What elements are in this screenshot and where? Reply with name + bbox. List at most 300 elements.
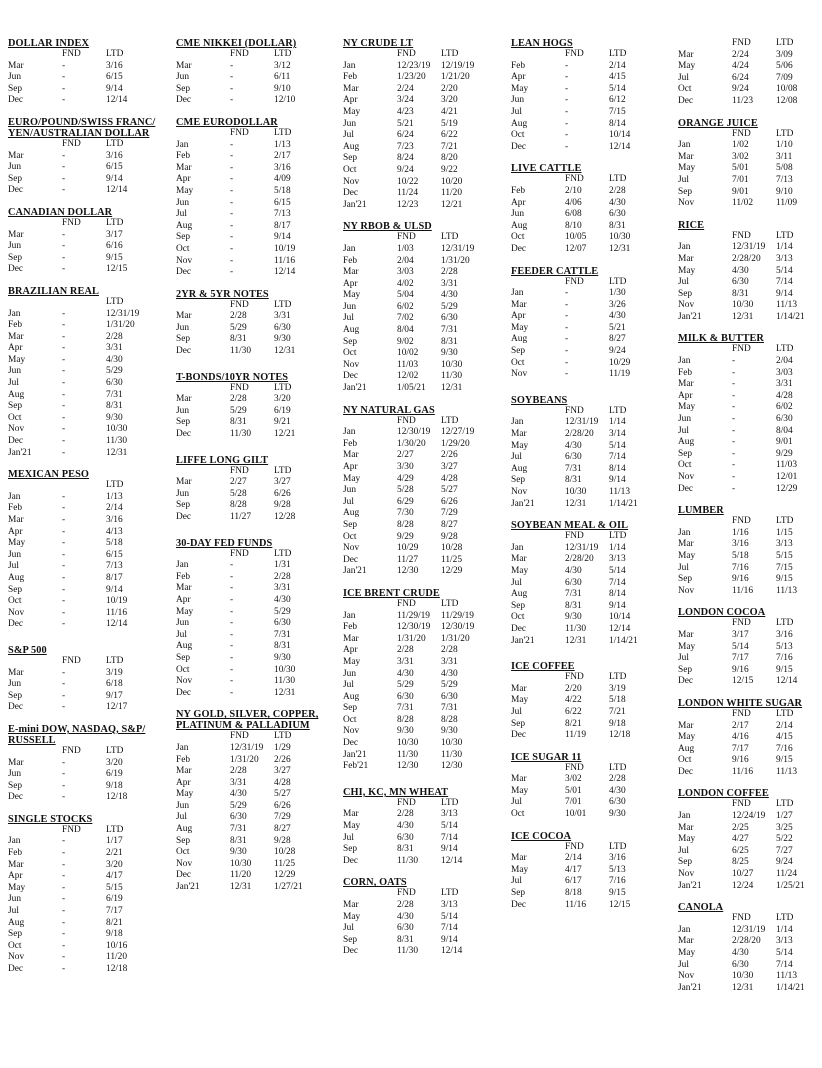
contract-row: [8, 894, 171, 906]
first-notice-day: 1/31/20: [397, 633, 426, 644]
contract-row: [8, 668, 171, 680]
first-notice-day: -: [565, 60, 569, 71]
contract-month: Jun: [343, 485, 357, 496]
last-trading-day: 9/14: [776, 288, 793, 299]
contract-row: [343, 692, 506, 704]
column-headers: [678, 799, 822, 811]
section-title: ICE SUGAR 11: [511, 751, 582, 763]
last-trading-day: 1/14: [609, 417, 626, 428]
section-title: NY NATURAL GAS: [343, 404, 435, 416]
last-trading-day: 9/30: [441, 726, 458, 737]
contract-row: [8, 964, 171, 976]
contract-month: Apr: [343, 278, 358, 289]
last-trading-day: 6/30: [776, 414, 793, 425]
contract-month: Jun: [176, 72, 190, 83]
contract-month: Apr: [8, 343, 23, 354]
last-trading-day: 2/14: [106, 503, 123, 514]
contract-row: [176, 394, 339, 406]
contract-month: Jan'21: [8, 447, 32, 458]
ltd-header: LTD: [274, 548, 292, 559]
first-notice-day: -: [230, 243, 234, 254]
contract-month: Jul: [511, 452, 522, 463]
last-trading-day: 3/09: [776, 49, 793, 60]
first-notice-day: -: [62, 882, 66, 893]
first-notice-day: 11/20: [230, 870, 252, 881]
contract-row: [176, 311, 339, 323]
contract-month: May: [511, 864, 529, 875]
contract-month: Aug: [8, 572, 25, 583]
contract-month: Jul: [8, 561, 19, 572]
contract-row: [678, 163, 822, 175]
first-notice-day: -: [565, 106, 569, 117]
last-trading-day: 9/15: [776, 664, 793, 675]
first-notice-day: 4/17: [565, 864, 582, 875]
ltd-header: LTD: [776, 516, 794, 527]
first-notice-day: -: [565, 118, 569, 129]
contract-row: [176, 812, 339, 824]
contract-row: [176, 607, 339, 619]
contract-row: [678, 50, 822, 62]
contract-row: [176, 417, 339, 429]
first-notice-day: 5/04: [397, 290, 414, 301]
first-notice-day: 12/24: [732, 880, 754, 891]
contract-row: [8, 355, 171, 367]
last-trading-day: 6/30: [609, 797, 626, 808]
contract-month: Oct: [343, 531, 357, 542]
first-notice-day: -: [230, 594, 234, 605]
contract-row: [176, 512, 339, 524]
contract-row: [511, 612, 674, 624]
last-trading-day: 9/30: [106, 412, 123, 423]
contract-row: [176, 95, 339, 107]
contract-month: May: [678, 61, 696, 72]
section-title: CORN, OATS: [343, 877, 407, 889]
contract-row: [176, 676, 339, 688]
first-notice-day: 7/02: [397, 313, 414, 324]
first-notice-day: 2/20: [565, 683, 582, 694]
fnd-header: FND: [565, 405, 584, 416]
section-e-mini-dow-nasdaq-s-p-russell: [8, 724, 171, 804]
contract-row: [343, 84, 506, 96]
contract-row: [343, 809, 506, 821]
fnd-header: FND: [397, 888, 416, 899]
last-trading-day: 4/30: [609, 197, 626, 208]
column-4: [511, 38, 674, 921]
first-notice-day: 11/03: [397, 359, 419, 370]
last-trading-day: 1/14/21: [776, 982, 805, 993]
contract-month: May: [343, 911, 361, 922]
first-notice-day: 2/14: [565, 853, 582, 864]
contract-month: Jul: [678, 72, 689, 83]
first-notice-day: 8/31: [565, 600, 582, 611]
last-trading-day: 11/09: [776, 198, 798, 209]
contract-row: [8, 906, 171, 918]
first-notice-day: -: [230, 571, 234, 582]
contract-month: Jan: [8, 836, 21, 847]
contract-row: [678, 539, 822, 551]
contract-month: Mar: [678, 822, 694, 833]
first-notice-day: -: [62, 320, 66, 331]
contract-month: Jan'21: [678, 311, 702, 322]
section-feeder-cattle: [511, 266, 674, 381]
contract-row: [678, 484, 822, 496]
first-notice-day: -: [62, 859, 66, 870]
contract-row: [511, 95, 674, 107]
contract-row: [176, 61, 339, 73]
first-notice-day: 8/28: [397, 714, 414, 725]
contract-row: [343, 555, 506, 567]
first-notice-day: 3/24: [397, 95, 414, 106]
first-notice-day: -: [62, 343, 66, 354]
contract-row: [8, 174, 171, 186]
section-cme-nikkei-dollar: [176, 38, 339, 107]
contract-row: [176, 870, 339, 882]
last-trading-day: 5/14: [609, 83, 626, 94]
contract-row: [176, 72, 339, 84]
contract-row: [8, 918, 171, 930]
last-trading-day: 1/14/21: [776, 311, 805, 322]
contract-month: Sep: [8, 401, 23, 412]
section-rice: [678, 220, 822, 324]
fnd-header: FND: [397, 797, 416, 808]
last-trading-day: 9/30: [274, 652, 291, 663]
contract-month: Jun: [8, 366, 22, 377]
last-trading-day: 2/17: [274, 151, 291, 162]
section-t-bonds-10yr-notes: [176, 372, 339, 441]
contract-month: Apr: [343, 462, 358, 472]
fnd-header: FND: [565, 174, 584, 185]
first-notice-day: 8/31: [397, 934, 414, 945]
first-notice-day: 2/24: [732, 49, 749, 60]
contract-month: Feb: [343, 622, 358, 633]
contract-month: Jan: [678, 242, 691, 253]
contract-row: [343, 622, 506, 634]
first-notice-day: 4/30: [565, 440, 582, 451]
first-notice-day: -: [62, 757, 66, 768]
last-trading-day: 1/27: [776, 811, 793, 822]
first-notice-day: 7/31: [565, 463, 582, 474]
contract-month: Mar: [343, 450, 359, 461]
contract-row: [176, 688, 339, 700]
fnd-header: FND: [230, 49, 249, 59]
section-canadian-dollar: [8, 207, 171, 276]
first-notice-day: 10/05: [565, 232, 587, 243]
first-notice-day: 7/31: [397, 703, 414, 714]
column-2: [176, 38, 339, 904]
last-trading-day: 9/01: [776, 437, 793, 448]
section-soybean-meal-oil: [511, 520, 674, 647]
contract-row: [343, 360, 506, 372]
first-notice-day: 10/29: [397, 543, 419, 554]
contract-month: Sep: [511, 346, 526, 357]
first-notice-day: 8/25: [732, 857, 749, 868]
fnd-header: FND: [230, 382, 249, 393]
contract-month: Apr: [176, 174, 191, 185]
contract-month: Dec: [678, 766, 694, 777]
contract-month: Sep: [8, 584, 23, 595]
first-notice-day: 2/28/20: [732, 253, 761, 264]
last-trading-day: 6/26: [274, 800, 291, 811]
section-title: LUMBER: [678, 505, 724, 517]
column-headers: [511, 763, 674, 775]
last-trading-day: 11/30: [441, 371, 463, 382]
contract-month: May: [678, 550, 696, 561]
contract-month: Oct: [678, 755, 692, 766]
contract-month: Oct: [176, 664, 190, 675]
last-trading-day: 5/14: [609, 565, 626, 576]
contract-row: [176, 882, 339, 894]
last-trading-day: 9/22: [441, 164, 458, 175]
last-trading-day: 1/14/21: [609, 498, 638, 509]
first-notice-day: 11/30: [230, 346, 252, 357]
contract-row: [511, 865, 674, 877]
column-headers: [176, 549, 339, 561]
last-trading-day: 9/28: [274, 500, 291, 511]
last-trading-day: 12/14: [776, 676, 798, 687]
contract-row: [511, 566, 674, 578]
contract-row: [511, 624, 674, 636]
section-ny-gold-silver-copper-platinum-palladium: [176, 709, 339, 893]
contract-month: Jul: [678, 653, 689, 664]
contract-month: Sep: [678, 448, 693, 459]
last-trading-day: 12/31: [106, 447, 128, 458]
contract-row: [343, 543, 506, 555]
contract-month: Mar: [511, 299, 527, 310]
first-notice-day: 5/01: [565, 785, 582, 796]
contract-month: Dec: [8, 264, 24, 275]
contract-month: Dec: [678, 483, 694, 494]
last-trading-day: 3/27: [274, 766, 291, 777]
last-trading-day: 3/13: [609, 554, 626, 565]
contract-month: Jun: [176, 197, 190, 208]
last-trading-day: 9/14: [441, 844, 458, 855]
fnd-header: FND: [565, 49, 584, 59]
contract-month: Dec: [176, 870, 192, 881]
last-trading-day: 11/30: [441, 749, 463, 760]
contract-month: May: [176, 789, 194, 800]
last-trading-day: 5/14: [609, 440, 626, 451]
contract-month: Sep: [343, 934, 358, 945]
contract-row: [343, 856, 506, 868]
contract-month: Dec: [678, 95, 694, 106]
contract-month: Jun: [176, 488, 190, 499]
contract-row: [343, 439, 506, 451]
last-trading-day: 1/31/20: [106, 320, 135, 331]
contract-month: Jan: [678, 811, 691, 822]
first-notice-day: -: [732, 437, 736, 448]
first-notice-day: 6/30: [397, 832, 414, 843]
contract-month: Jan'21: [343, 199, 367, 210]
contract-month: Apr: [176, 777, 191, 788]
last-trading-day: 11/16: [106, 607, 128, 618]
contract-month: Aug: [678, 437, 695, 448]
last-trading-day: 5/29: [441, 680, 458, 691]
contract-month: Jun: [8, 679, 22, 690]
last-trading-day: 1/13: [106, 491, 123, 502]
section-corn-oats: [343, 877, 506, 958]
contract-row: [343, 313, 506, 325]
contract-row: [678, 277, 822, 289]
first-notice-day: -: [62, 538, 66, 549]
first-notice-day: -: [62, 836, 66, 847]
contract-row: [678, 960, 822, 972]
contract-row: [8, 95, 171, 107]
contract-row: [8, 792, 171, 804]
fnd-header: FND: [230, 465, 249, 476]
contract-row: [511, 61, 674, 73]
last-trading-day: 4/30: [609, 785, 626, 796]
last-trading-day: 4/28: [776, 390, 793, 401]
first-notice-day: 6/30: [230, 812, 247, 823]
contract-month: Oct: [8, 596, 22, 607]
contract-month: Oct: [678, 84, 692, 95]
first-notice-day: -: [230, 220, 234, 231]
first-notice-day: 12/31/19: [230, 742, 264, 753]
first-notice-day: 12/02: [397, 371, 419, 382]
ltd-header: LTD: [106, 296, 124, 307]
contract-month: Mar: [176, 311, 192, 322]
column-headers: [678, 709, 822, 721]
contract-row: [343, 462, 506, 474]
section-lean-hogs: [511, 38, 674, 153]
last-trading-day: 8/27: [609, 334, 626, 345]
first-notice-day: 4/23: [397, 106, 414, 117]
last-trading-day: 11/25: [274, 858, 296, 869]
last-trading-day: 7/17: [106, 906, 123, 917]
first-notice-day: -: [732, 483, 736, 494]
contract-row: [343, 669, 506, 681]
contract-month: Dec: [343, 855, 359, 866]
first-notice-day: -: [230, 664, 234, 675]
contract-month: Mar: [678, 936, 694, 947]
contract-month: Oct: [678, 460, 692, 471]
contract-month: Mar: [343, 900, 359, 910]
ltd-header: LTD: [609, 531, 627, 542]
contract-row: [176, 630, 339, 642]
last-trading-day: 6/30: [609, 209, 626, 220]
first-notice-day: 7/17: [732, 743, 749, 754]
contract-row: [678, 925, 822, 937]
first-notice-day: 12/23: [397, 199, 419, 210]
contract-row: [176, 244, 339, 256]
fnd-header: FND: [732, 618, 751, 629]
first-notice-day: -: [62, 940, 66, 951]
contract-row: [8, 679, 171, 691]
contract-month: Jan'21: [343, 749, 367, 760]
contract-month: Jul: [678, 959, 689, 970]
contract-month: May: [343, 656, 361, 667]
contract-month: Jul: [511, 876, 522, 887]
contract-row: [678, 823, 822, 835]
last-trading-day: 12/14: [609, 623, 631, 634]
contract-row: [678, 857, 822, 869]
fnd-header: FND: [732, 799, 751, 810]
section-chi-kc-mn-wheat: [343, 787, 506, 868]
first-notice-day: -: [732, 460, 736, 471]
fnd-header: FND: [230, 299, 249, 310]
first-notice-day: 9/02: [397, 336, 414, 347]
contract-month: Sep: [343, 703, 358, 714]
fnd-header: FND: [732, 516, 751, 527]
first-notice-day: 12/31: [565, 498, 587, 509]
contract-row: [511, 369, 674, 381]
contract-row: [678, 811, 822, 823]
contract-row: [176, 653, 339, 665]
first-notice-day: 6/30: [565, 452, 582, 463]
contract-row: [8, 366, 171, 378]
first-notice-day: 2/25: [732, 822, 749, 833]
contract-month: Jul: [343, 832, 354, 843]
contract-row: [176, 323, 339, 335]
contract-month: Mar: [343, 83, 359, 94]
first-notice-day: 2/28: [230, 766, 247, 777]
first-notice-day: 4/30: [397, 911, 414, 922]
first-notice-day: 2/28/20: [565, 429, 594, 440]
contract-month: Dec: [511, 899, 527, 910]
first-notice-day: -: [230, 174, 234, 185]
contract-month: Sep: [176, 83, 191, 94]
contract-row: [678, 846, 822, 858]
contract-row: [176, 140, 339, 152]
first-notice-day: -: [62, 679, 66, 690]
first-notice-day: -: [62, 252, 66, 263]
last-trading-day: 7/16: [609, 876, 626, 887]
last-trading-day: 1/29/20: [441, 438, 470, 449]
last-trading-day: 3/13: [776, 936, 793, 947]
contract-row: [678, 175, 822, 187]
section-title: FEEDER CATTLE: [511, 265, 599, 277]
first-notice-day: 2/27: [397, 450, 414, 461]
contract-month: Jul: [511, 577, 522, 588]
contract-month: Jul: [8, 906, 19, 917]
first-notice-day: -: [565, 357, 569, 368]
contract-month: Aug: [343, 141, 360, 152]
first-notice-day: 2/28: [397, 645, 414, 656]
first-notice-day: 9/16: [732, 664, 749, 675]
first-notice-day: -: [565, 369, 569, 380]
contract-row: [343, 703, 506, 715]
contract-month: May: [678, 834, 696, 845]
first-notice-day: 6/30: [397, 923, 414, 934]
contract-row: [8, 401, 171, 413]
contract-month: Sep: [8, 690, 23, 701]
contract-month: Feb: [8, 503, 23, 514]
last-trading-day: 6/15: [106, 72, 123, 83]
last-trading-day: 3/31: [274, 311, 291, 322]
contract-month: Dec: [8, 964, 24, 974]
section-soybeans: [511, 395, 674, 510]
contract-month: May: [678, 265, 696, 276]
last-trading-day: 9/14: [106, 173, 123, 184]
contract-row: [511, 107, 674, 119]
contract-month: Jan'21: [343, 566, 367, 577]
last-trading-day: 11/13: [776, 585, 798, 596]
contract-row: [176, 560, 339, 572]
last-trading-day: 10/28: [274, 847, 296, 858]
first-notice-day: 6/30: [565, 577, 582, 588]
last-trading-day: 5/14: [776, 948, 793, 958]
last-trading-day: 9/18: [106, 780, 123, 791]
contract-month: Jan: [678, 924, 691, 935]
contract-month: Jul: [176, 812, 187, 823]
contract-row: [176, 665, 339, 677]
contract-month: Jan'21: [343, 383, 367, 394]
contract-row: [678, 242, 822, 254]
first-notice-day: -: [732, 448, 736, 459]
first-notice-day: 1/23/20: [397, 72, 426, 83]
contract-row: [343, 427, 506, 439]
contract-row: [176, 778, 339, 790]
